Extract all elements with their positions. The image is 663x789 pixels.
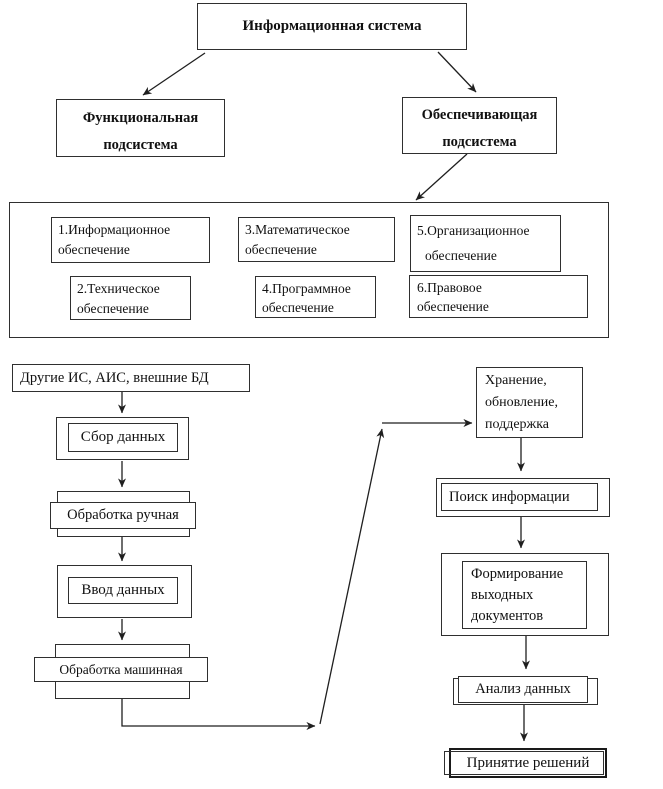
node-label-line: 1.Информационное bbox=[58, 222, 171, 237]
connector-providing-to-support-group bbox=[416, 154, 467, 200]
node-label-line: подсистема bbox=[442, 134, 517, 150]
connector-root-to-providing bbox=[438, 52, 476, 92]
node-label-line: 3.Математическое bbox=[245, 222, 350, 237]
node-label-line: 5.Организационное bbox=[417, 223, 530, 238]
node-label: Обработка ручная bbox=[67, 507, 179, 523]
node-legal-support bbox=[409, 275, 588, 318]
node-organizational-support bbox=[410, 215, 561, 272]
node-label-line: поддержка bbox=[485, 417, 550, 432]
node-storage bbox=[476, 367, 583, 438]
node-label: Сбор данных bbox=[80, 429, 166, 445]
node-label-line: Хранение, bbox=[485, 373, 547, 388]
node-information-system bbox=[197, 3, 467, 50]
node-label-line: выходных bbox=[471, 587, 534, 603]
node-label-line: Функциональная bbox=[82, 110, 199, 126]
node-label-line: обеспечение bbox=[262, 300, 334, 315]
node-label-line: Формирование bbox=[471, 566, 564, 582]
node-label-line: 6.Правовое bbox=[417, 280, 482, 295]
node-decision-making-outline bbox=[444, 751, 604, 775]
node-data-analysis bbox=[458, 676, 588, 703]
connector-root-to-functional bbox=[143, 53, 205, 95]
node-software-support bbox=[255, 276, 376, 318]
node-label-line: обеспечение bbox=[245, 242, 317, 257]
node-information-search bbox=[436, 478, 610, 517]
node-output-documents-inner bbox=[462, 561, 587, 629]
node-label: Информационная система bbox=[242, 18, 422, 34]
node-mathematical-support bbox=[238, 217, 395, 262]
node-label: Обработка машинная bbox=[59, 661, 183, 677]
node-label-line: обновление, bbox=[485, 395, 558, 410]
connector-diagonal-up bbox=[320, 429, 382, 724]
node-label-line: документов bbox=[471, 608, 544, 624]
node-label-line: обеспечение bbox=[58, 242, 130, 257]
node-manual-processing bbox=[50, 502, 196, 529]
node-label: Ввод данных bbox=[81, 582, 165, 598]
node-information-search-inner bbox=[441, 483, 598, 511]
node-label: Анализ данных bbox=[475, 681, 571, 697]
connector-machine-elbow bbox=[122, 699, 315, 726]
node-data-input bbox=[57, 565, 192, 618]
node-label: Другие ИС, АИС, внешние БД bbox=[20, 369, 209, 386]
node-data-collection bbox=[56, 417, 189, 460]
node-information-support bbox=[51, 217, 210, 263]
node-label-line: Обеспечивающая bbox=[421, 107, 538, 123]
node-label-line: обеспечение bbox=[417, 299, 489, 314]
node-external-sources bbox=[12, 364, 250, 392]
node-label: Принятие решений bbox=[466, 754, 590, 771]
node-label-line: 4.Программное bbox=[262, 281, 351, 296]
node-data-collection-inner bbox=[68, 423, 178, 452]
node-technical-support bbox=[70, 276, 191, 320]
node-providing-subsystem bbox=[402, 97, 557, 154]
node-label-line: подсистема bbox=[103, 137, 178, 153]
node-machine-processing bbox=[34, 657, 208, 682]
node-functional-subsystem bbox=[56, 99, 225, 157]
node-label-line: обеспечение bbox=[425, 248, 497, 263]
node-output-documents bbox=[441, 553, 609, 636]
node-label-line: обеспечение bbox=[77, 301, 149, 316]
node-label-line: 2.Техническое bbox=[77, 281, 160, 296]
node-label: Поиск информации bbox=[449, 488, 570, 505]
node-data-input-inner bbox=[68, 577, 178, 604]
